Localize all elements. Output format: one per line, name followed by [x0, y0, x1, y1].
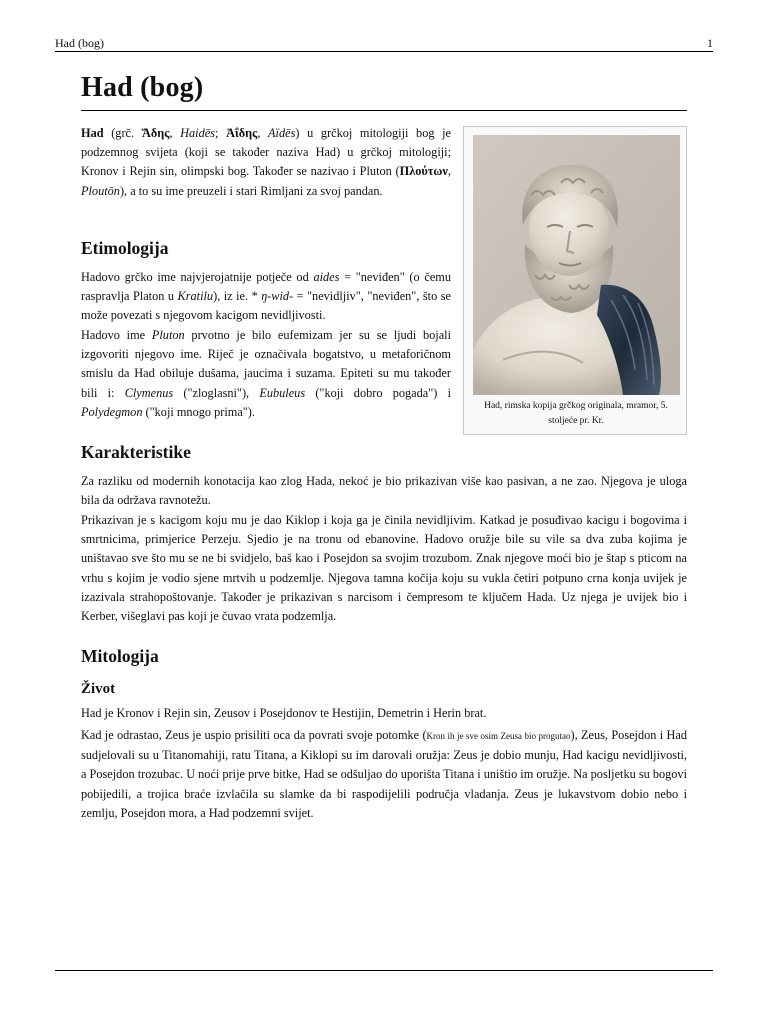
etimologija-paragraph-1: Hadovo grčko ime najvjerojatnije potječe od aides = "neviđen" (o čemu raspravlja Platon u Kratilu), iz ie. * ŋ-wid- = "nevidljiv", "neviđen", što se može povezati s njegovom kacigom nevidljivosti.	[81, 270, 452, 323]
section-heading-karakteristike: Karakteristike	[81, 442, 191, 462]
running-header-title: Had (bog)	[55, 36, 104, 50]
etimologija-paragraph-2: Hadovo ime Pluton prvotno je bilo eufemizam jer su se ljudi bojali izgovoriti njegovo ime. Riječ je označivala bogatstvo, u metaforičnom smislu da Had obiluje dušama, jaucima i suzama. Epiteti su mu također bili i: Clymenus ("zloglasni"), Eubuleus ("koji dobro pogada") i Polydegmon ("koji mnogo prima").	[81, 328, 451, 419]
section-heading-mitologija: Mitologija	[81, 646, 159, 666]
footer-divider	[55, 970, 713, 971]
section-heading-etimologija: Etimologija	[81, 238, 169, 258]
zivot-paragraph-2: Kad je odrastao, Zeus je uspio prisiliti oca da povrati svoje potomke (Kron ih je sve osim Zeusa bio progutao), Zeus, Posejdon i Had sudjelovali su u Titanomahiji, ratu Titana, a Kiklopi su im darovali oružja: Zeus je dobio munju, Had kacigu nevidljivosti, a Posejdon trozubac. U noći prije prve bitke, Had se odšuljao do uporišta Titana i uništio im oružje. Na posljetku su bogovi pobijedili, a trojica braće izvlačila su slamke da bi raspodijelili područja vladanja. Zeus je lukavstvom dobio nebo i zemlju, Posejdon mora, a Had podzemni svijet.	[81, 728, 687, 820]
statue-image	[473, 135, 680, 395]
intro-paragraph: Had (grč. Ἅδης, Haidēs; Ἀΐδης, Aïdēs) u grčkoj mitologiji bog je podzemnog svijeta (koji se također naziva Had) u grčkoj mitologiji; Kronov i Rejin sin, olimpski bog. Također se nazivao i Pluton (Πλούτων, Ploutōn), a to su ime preuzeli i stari Rimljani za svoj pandan.	[81, 126, 452, 198]
header-divider	[55, 51, 713, 52]
page-title: Had (bog)	[81, 72, 204, 103]
zivot-paragraph-1: Had je Kronov i Rejin sin, Zeusov i Posejdonov te Hestijin, Demetrin i Herin brat.	[81, 706, 487, 720]
karakteristike-paragraph-1: Za razliku od modernih konotacija kao zlog Hada, nekoć je bio prikazivan više kao pasivan, a ne zao. Njegova je uloga bila da održava ravnotežu.	[81, 474, 687, 508]
statue-photo	[473, 135, 680, 395]
title-divider	[81, 110, 687, 111]
page-number: 1	[707, 36, 713, 50]
figure-caption: Had, rimska kopija grčkog originala, mramor, 5. stoljeće pr. Kr.	[484, 401, 668, 426]
subject-name: Had	[81, 126, 104, 140]
running-header	[55, 36, 713, 52]
statue-figure	[463, 126, 687, 435]
karakteristike-paragraph-2: Prikazivan je s kacigom koju mu je dao Kiklop i koja ga je činila nevidljivim. Katkad je posuđivao kacigu i bogovima i smrtnicima, primjerice Perzeju. Sjedio je na tronu od ebanovine. Hadovo oružje bile su vile sa dva zuba kojima je uništavao sve što mu se ne bi svidjelo, baš kao i Posejdon sa svojim trozubom. Znak njegove moći bio je štap s pticom na vrhu s kojim je vodio sjene mrtvih u podzemlje. Njegova tamna kočija koju su vukla četiri potpuno crna konja uvijek je izazivala strahopoštovanje. Također je prikazivan s narcisom i čempresom te ključem Hada. Uz njega je uvijek bio i Kerber, višeglavi pas koji je čuvao vrata podzemlja.	[81, 513, 687, 624]
subsection-heading-zivot: Život	[81, 681, 116, 697]
